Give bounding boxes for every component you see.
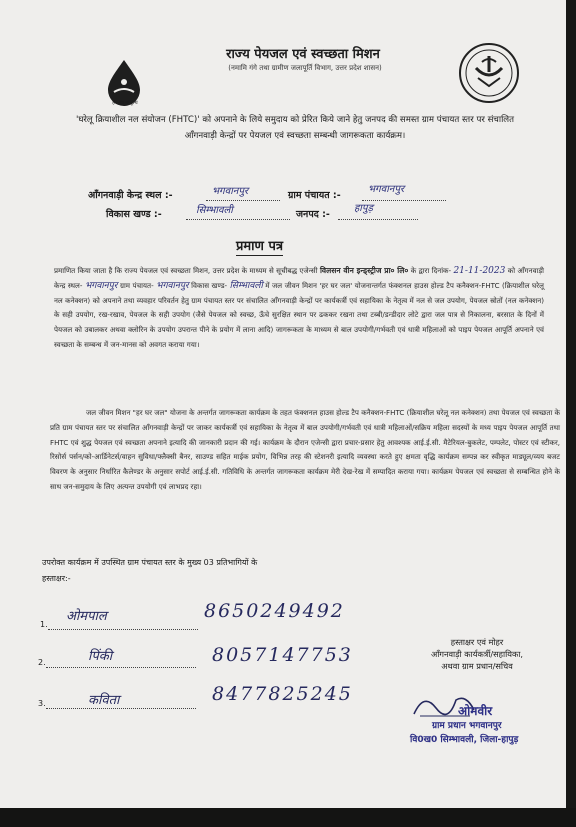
block-line <box>186 219 290 220</box>
participant-1-number: 1. <box>40 620 48 629</box>
certificate-paragraph-2: जल जीवन मिशन "हर घर जल" योजना के अन्तर्गत जागरूकता कार्यक्रम के तहत फंक्शनल हाउस होल्ड टैप कनैक्शन-FHTC (क्रियाशील घरेलू नल कनेक्शन) तथा पेयजल एवं स्वच्छता के प्रति ग्राम पंचायत स्तर पर संचालित आँगनवाड़ी केन्द्रों पर जाकर कार्यकर्त्री एवं सहायिका के नेतृत्व में बाल उपयोगी/गर्भवती एवं धात्री महिलाओं/सक्रिय महिला सदस्यों के मध्य पाइप पेयजल आपूर्ति तथा FHTC एवं शुद्ध पेयजल एवं स्वच्छता अपनाने इत्यादि की जानकारी प्रदान की गई। कार्यक्रम के दौरान एजेन्सी द्वारा प्रचार-प्रसार हेतु आवश्यक आई.ई.सी. मैटेरियल-बुकलेट, पम्पलेट, पोस्टर एवं स्टीकर, रिसोर्स पर्सन/को-आर्डिनेटर्स/वाहन सुविधा/फ्लैक्सी बैनर, साउण्ड सहित माईक प्रयोग, विभिन्न तरह की स्टेशनरी इत्यादि व्यवस्था करते हुए क्षमता वृद्धि कार्यक्रम सम्पन्न कर स्वीकृत माड्यूल/व्यय बजट विवरण के अनुसार निर्धारित कैलेण्डर के अनुसार सपोर्ट आई.ई.सी. गतिविधि के अन्तर्गत जागरूकता कार्यक्रम मेरी देख-रेख में सम्पादित कराया गया। कार्यक्रम पेयजल एवं स्वच्छता से सम्बन्धित होने के साथ जन-समुदाय के लिए अत्यन्त उपयोगी एवं लाभप्रद रहा। <box>50 408 560 491</box>
signatory-block <box>392 636 562 672</box>
certificate-paragraph-1 <box>54 264 544 353</box>
para1-text-d: ग्राम पंचायत- <box>119 280 154 290</box>
signatory-line-3: अथवा ग्राम प्रधान/सचिव <box>441 661 513 671</box>
anganwadi-value: भगवानपुर <box>212 186 249 197</box>
agency-name: विलसन वीन इन्ड्स्ट्रीज प्रा० लि० <box>319 266 409 275</box>
participant-1-signature: ओमपाल <box>66 609 107 624</box>
photo-edge-right <box>566 0 576 827</box>
pradhan-stamp <box>408 702 566 747</box>
para1-text-a: प्रमाणित किया जाता है कि राज्य पेयजल एवं स्वच्छता मिशन, उत्तर प्रदेश के माध्यम से सूचीबद्ध एजेन्सी <box>54 266 318 275</box>
participant-3-signature: कविता <box>88 693 120 708</box>
para1-text-f: में जल जीवन मिशन 'हर घर जल' योजनान्तर्गत फंक्शनल हाउस होल्ड टैप कनैक्शन-FHTC (क्रियाशील घरेलू नल कनेक्शन) को अपनाने तथा व्यवहार परिवर्तन हेतु ग्राम पंचायत स्तर पर संचालित आँगनवाड़ी केन्द्रों पर कार्यकर्त्री एवं सहायिका के नेतृत्व में नल से जल उपयोग, पेयजल स्रोतों (नल कनेक्शन) के सही उपयोग, रख-रखाव, पेयजल के सही उपयोग (जैसे पेयजल को स्वच्छ, ऊँचे सुरक्षित स्थान पर ढककर रखना तथा टब्बी/डन्डीदार लोटे द्वारा जल पात्र से निकालना, बरसात के दिनों में पेयजल को उबालकर अथवा क्लोरिन के उपयोग उपरान्त पीने के प्रयोग में लाना आदि) जागरूकता के माध्यम से बाल उपयोगी/गर्भवती एवं धात्री महिलाओं को पाइप पेयजल आपूर्ति अपनाने एवं स्वच्छता के सम्बन्ध में जन-मानस को अवगत कराया गया। <box>54 280 544 349</box>
para1-text-e: विकास खण्ड- <box>191 280 228 290</box>
participant-2-phone: 8057147753 <box>212 644 353 666</box>
participant-3-line <box>46 708 196 709</box>
participant-2-line <box>46 667 196 668</box>
gram-line <box>362 200 446 201</box>
district-line <box>338 219 418 220</box>
participants-sign-label: हस्ताक्षर:- <box>42 574 71 583</box>
participant-2-number: 2. <box>38 658 46 667</box>
signatory-line-2: आँगनवाड़ी कार्यकर्त्री/सहायिका, <box>430 649 524 659</box>
state-emblem-logo <box>458 42 520 104</box>
photo-edge-bottom <box>0 808 576 827</box>
org-title: राज्य पेयजल एवं स्वच्छता मिशन <box>226 47 380 62</box>
para1-block: सिम्भावली <box>229 280 263 291</box>
participant-2-signature: पिंकी <box>88 649 113 664</box>
org-subtitle: (नमामि गंगे तथा ग्रामीण जलापूर्ति विभाग, उत्तर प्रदेश शासन) <box>228 64 382 72</box>
logo-tagline: हर बूंद अमूल्य <box>112 100 138 106</box>
para1-gram: भगवानपुर <box>156 280 189 291</box>
block-value: सिम्भावली <box>196 205 233 216</box>
para1-text-b: के द्वारा दिनांक- <box>410 266 452 275</box>
signatory-line-1: हस्ताक्षर एवं मोहर <box>450 637 504 647</box>
participant-1-phone: 8650249492 <box>204 600 345 622</box>
stamp-line-2: वि0ख0 सिम्भावली, जिला-हापुड़ <box>410 735 519 745</box>
program-intro: 'घरेलू क्रियाशील नल संयोजन (FHTC)' को अपनाने के लिये समुदाय को प्रेरित किये जाने हेतु जनपद की समस्त ग्राम पंचायत स्तर पर संचालित आँगनवाड़ी केन्द्रों पर पेयजल एवं स्वच्छता सम्बन्धी जागरूकता कार्यक्रम। <box>75 115 515 141</box>
stamp-name: ओमवीर <box>458 704 493 718</box>
anganwadi-line <box>206 200 280 201</box>
district-label: जनपद :- <box>296 209 330 220</box>
participant-3-number: 3. <box>38 699 46 708</box>
anganwadi-label: आँगनवाड़ी केन्द्र स्थल :- <box>88 190 173 201</box>
gram-panchayat-value: भगवानपुर <box>368 184 405 195</box>
participant-1-line <box>48 629 198 630</box>
para1-anganwadi: भगवानपुर <box>84 280 118 291</box>
certificate-title: प्रमाण पत्र <box>236 236 283 256</box>
block-label: विकास खण्ड :- <box>106 209 162 220</box>
stamp-line-1: ग्राम प्रधान भगवानपुर <box>432 721 502 731</box>
participant-3-phone: 8477825245 <box>212 683 353 705</box>
para1-text-c: को आँगनवाड़ी केन्द्र स्थल- <box>54 266 545 290</box>
participants-intro: उपरोक्त कार्यक्रम में उपस्थित ग्राम पंचायत स्तर के मुख्य 03 प्रतिभागियों के <box>42 558 258 567</box>
gram-panchayat-label: ग्राम पंचायत :- <box>288 190 341 201</box>
program-date: 21-11-2023 <box>453 266 506 276</box>
district-value: हापुड़ <box>354 203 373 214</box>
